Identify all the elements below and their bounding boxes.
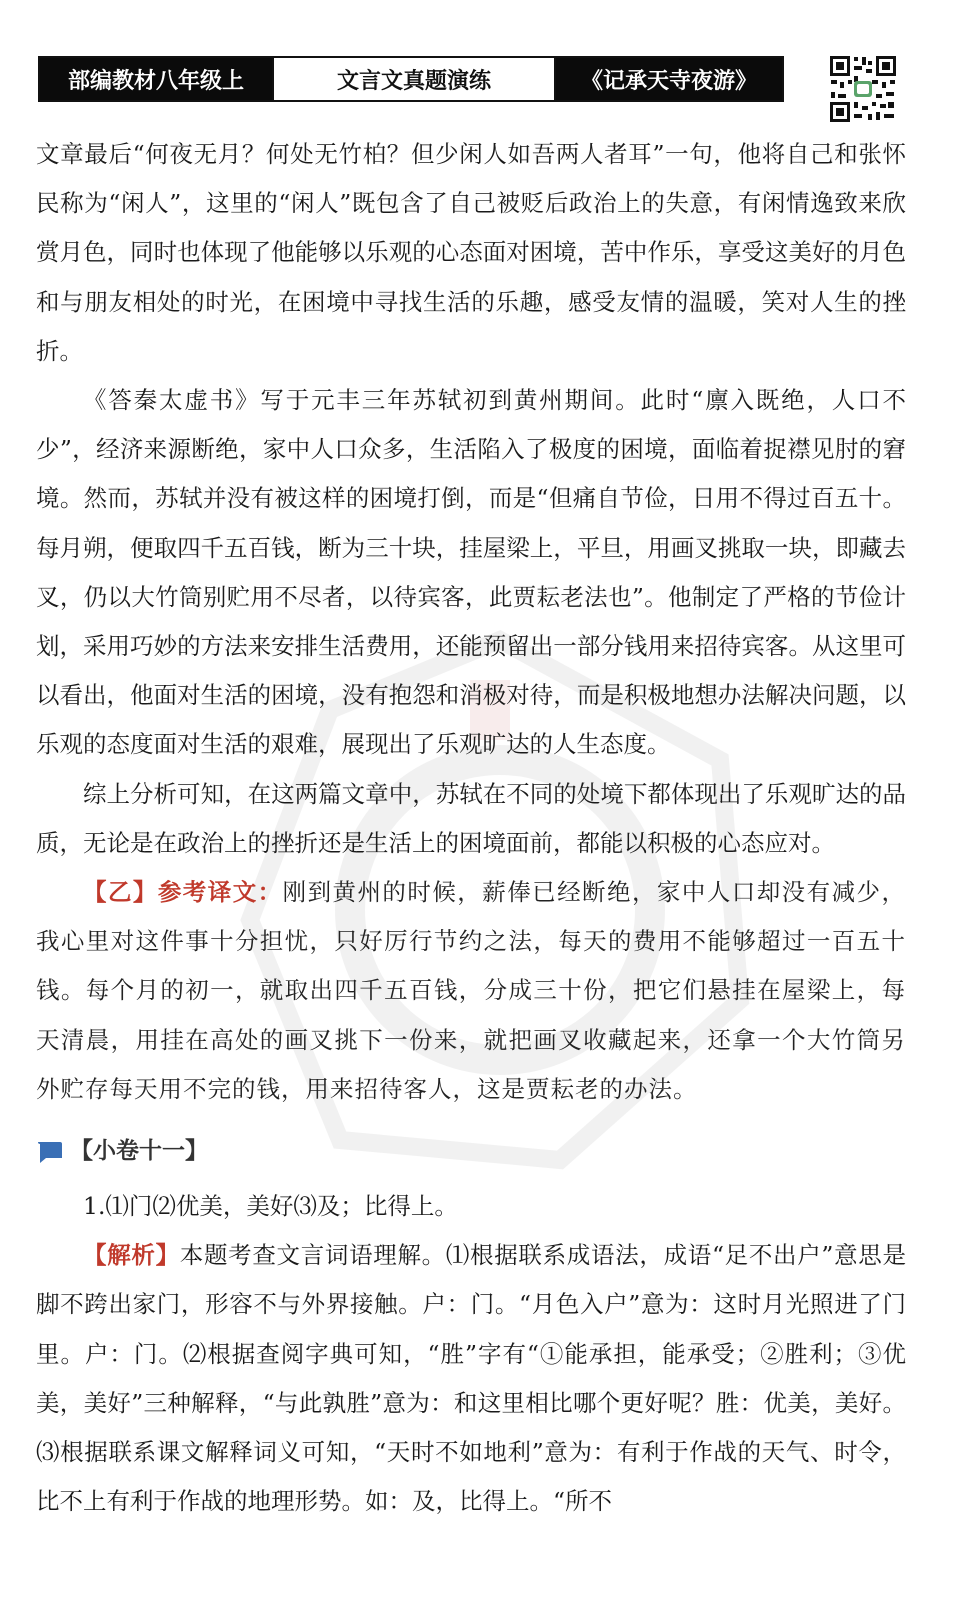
section-heading	[36, 1122, 906, 1182]
analysis-paragraph	[36, 1231, 906, 1526]
paragraph-3: 综上分析可知，在这两篇文章中，苏轼在不同的处境下都体现出了乐观旷达的品质，无论是在政治上的挫折还是生活上的困境面前，都能以积极的心态应对。	[36, 779, 906, 857]
header-bar	[38, 56, 784, 102]
header-title: 文言文真题演练	[272, 58, 556, 100]
analysis-text: 本题考查文言词语理解。⑴根据联系成语法，成语“足不出户”意思是脚不跨出家门，形容不与外界接触。户：门。“月色入户”意为：这时月光照进了门里。户：门。⑵根据查阅字典可知，“胜”字有“①能承担，能承受；②胜利；③优美，美好”三种解释，“与此孰胜”意为：和这里相比哪个更好呢？胜：优美，美好。⑶根据联系课文解释词义可知，“天时不如地利”意为：有利于作战的天气、时令，比不上有利于作战的地理形势。如：及，比得上。“所不	[36, 1241, 907, 1516]
analysis-label: 【解析】	[83, 1241, 180, 1270]
header-grade: 部编教材八年级上	[40, 58, 272, 100]
paragraph-2: 《答秦太虚书》写于元丰三年苏轼初到黄州期间。此时“廪入既绝，人口不少”，经济来源断绝，家中人口众多，生活陷入了极度的困境，面临着捉襟见肘的窘境。然而，苏轼并没有被这样的困境打倒，而是“但痛自节俭，日用不得过百五十。每月朔，便取四千五百钱，断为三十块，挂屋梁上，平旦，用画叉挑取一块，即藏去叉，仍以大竹筒别贮用不尽者，以待宾客，此贾耘老法也”。他制定了严格的节俭计划，采用巧妙的方法来安排生活费用，还能预留出一部分钱用来招待宾客。从这里可以看出，他面对生活的困境，没有抱怨和消极对待，而是积极地想办法解决问题，以乐观的态度面对生活的艰难，展现出了乐观旷达的人生态度。	[36, 386, 906, 759]
qr-code-icon	[828, 54, 898, 124]
translation-paragraph	[36, 868, 906, 1114]
paragraph-1: 文章最后“何夜无月？何处无竹柏？但少闲人如吾两人者耳”一句，他将自己和张怀民称为“闲人”，这里的“闲人”既包含了自己被贬后政治上的失意，有闲情逸致来欣赏月色，同时也体现了他能够以乐观的心态面对困境，苦中作乐，享受这美好的月色和与朋友相处的时光，在困境中寻找生活的乐趣，感受友情的温暖，笑对人生的挫折。	[36, 140, 906, 365]
answer-line: 1.⑴门⑵优美，美好⑶及；比得上。	[83, 1192, 458, 1221]
header-lesson: 《记承天寺夜游》	[556, 58, 782, 100]
bookmark-flag-icon	[36, 1140, 64, 1164]
translation-text: 刚到黄州的时候，薪俸已经断绝，家中人口却没有减少，我心里对这件事十分担忧，只好厉行节约之法，每天的费用不能够超过一百五十钱。每个月的初一，就取出四千五百钱，分成三十份，把它们悬挂在屋梁上，每天清晨，用挂在高处的画叉挑下一份来，就把画叉收藏起来，还拿一个大竹筒另外贮存每天用不完的钱，用来招待客人，这是贾耘老的办法。	[36, 878, 906, 1103]
document-body	[36, 130, 906, 1526]
section-title: 【小卷十一】	[70, 1138, 208, 1165]
translation-label: 【乙】参考译文：	[83, 878, 283, 907]
